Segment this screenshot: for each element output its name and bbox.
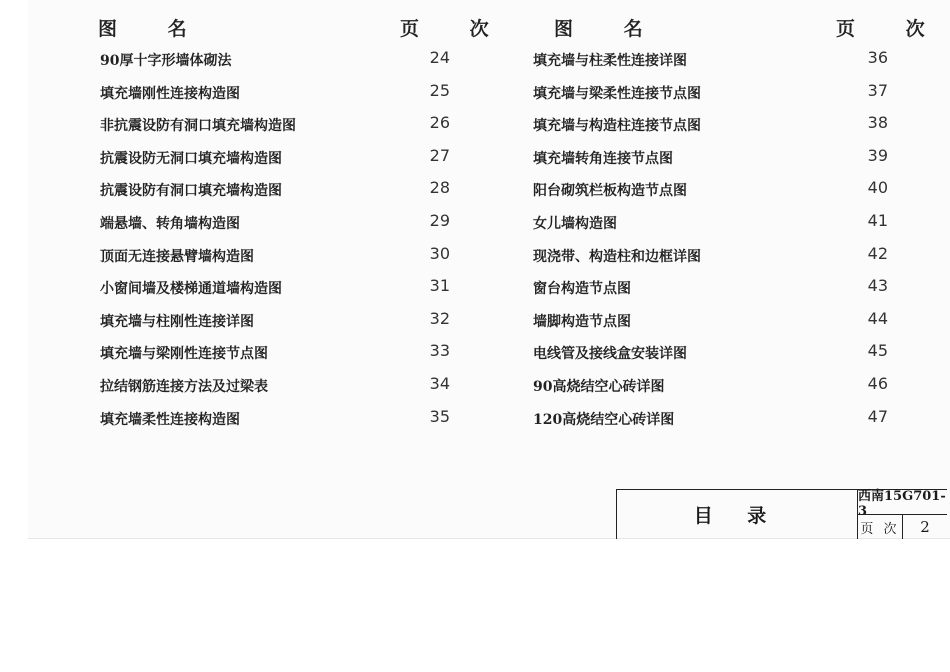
toc-entry[interactable]	[533, 308, 913, 341]
toc-entry-title: 填充墙与构造柱连接节点图	[533, 118, 701, 135]
toc-entry-page: 34	[429, 373, 450, 393]
page-number: 2	[920, 518, 930, 536]
toc-entry-page: 44	[867, 308, 888, 328]
toc-entry-page: 35	[429, 406, 450, 426]
toc-entry-title: 填充墙转角连接节点图	[533, 150, 673, 167]
toc-entry-page: 24	[429, 48, 450, 67]
right-toc-column	[533, 47, 913, 438]
toc-entry-page: 40	[867, 178, 888, 198]
toc-entry-title: 抗震设防无洞口填充墙构造图	[100, 150, 282, 167]
toc-entry[interactable]	[533, 340, 913, 373]
toc-entry[interactable]	[100, 275, 460, 308]
toc-entry-title: 填充墙柔性连接构造图	[100, 411, 240, 428]
toc-entry-page: 28	[429, 178, 450, 198]
toc-entry-page: 45	[867, 341, 888, 361]
toc-entry-page: 36	[867, 48, 888, 67]
toc-entry-page: 33	[429, 341, 450, 361]
drawing-sheet	[28, 0, 950, 539]
toc-entry[interactable]	[533, 373, 913, 406]
toc-entry-page: 27	[429, 145, 450, 165]
toc-entry[interactable]	[100, 340, 460, 373]
left-name-header: 图 名	[98, 18, 209, 40]
toc-entry-page: 42	[867, 243, 888, 263]
toc-entry-title: 90高烧结空心砖详图	[533, 378, 665, 395]
toc-entry-page: 30	[429, 243, 450, 263]
toc-entry[interactable]	[533, 210, 913, 243]
toc-entry[interactable]	[100, 80, 460, 113]
toc-entry-title: 阳台砌筑栏板构造节点图	[533, 183, 687, 200]
toc-entry[interactable]	[100, 308, 460, 341]
toc-entry[interactable]	[533, 275, 913, 308]
toc-entry[interactable]	[533, 145, 913, 178]
toc-entry[interactable]	[533, 80, 913, 113]
toc-entry-title: 120高烧结空心砖详图	[533, 411, 675, 428]
left-toc-column	[100, 47, 460, 438]
toc-entry-title: 小窗间墙及楼梯通道墙构造图	[100, 281, 282, 298]
toc-entry[interactable]	[100, 243, 460, 276]
toc-entry-title: 填充墙与梁柔性连接节点图	[533, 85, 701, 102]
toc-entry[interactable]	[100, 47, 460, 80]
toc-entry-title: 拉结钢筋连接方法及过梁表	[100, 378, 268, 395]
toc-entry-title: 填充墙与柱刚性连接详图	[100, 313, 254, 330]
toc-entry-page: 37	[867, 80, 888, 100]
left-page-header: 页 次	[400, 18, 511, 40]
toc-entry[interactable]	[533, 112, 913, 145]
title-block-title: 目 录	[617, 490, 858, 539]
toc-entry-title: 墙脚构造节点图	[533, 313, 631, 330]
toc-entry-page: 32	[429, 308, 450, 328]
toc-entry[interactable]	[100, 373, 460, 406]
right-page-header: 页 次	[836, 18, 947, 40]
toc-entry-page: 29	[429, 210, 450, 230]
toc-entry[interactable]	[100, 406, 460, 439]
toc-entry[interactable]	[533, 47, 913, 80]
toc-entry-title: 顶面无连接悬臂墙构造图	[100, 248, 254, 265]
toc-entry[interactable]	[533, 243, 913, 276]
toc-entry-title: 非抗震设防有洞口填充墙构造图	[100, 118, 296, 135]
toc-entry[interactable]	[100, 145, 460, 178]
toc-entry[interactable]	[100, 112, 460, 145]
toc-entry[interactable]	[100, 177, 460, 210]
toc-entry-title: 填充墙与柱柔性连接详图	[533, 53, 687, 69]
toc-entry-title: 电线管及接线盒安装详图	[533, 346, 687, 363]
title-block	[616, 489, 947, 539]
toc-entry-title: 端悬墙、转角墙构造图	[100, 215, 240, 232]
toc-entry-title: 窗台构造节点图	[533, 281, 631, 298]
toc-entry-page: 46	[867, 373, 888, 393]
toc-entry-title: 现浇带、构造柱和边框详图	[533, 248, 701, 265]
toc-entry-page: 25	[429, 80, 450, 100]
toc-entry-title: 女儿墙构造图	[533, 215, 617, 232]
toc-entry-title: 抗震设防有洞口填充墙构造图	[100, 183, 282, 200]
toc-entry[interactable]	[533, 406, 913, 439]
toc-entry-page: 47	[867, 406, 888, 426]
toc-entry-page: 26	[429, 113, 450, 133]
page-label: 页 次	[858, 515, 903, 539]
toc-entry-page: 43	[867, 276, 888, 296]
toc-entry-title: 90厚十字形墙体砌法	[100, 53, 232, 69]
toc-entry-title: 填充墙与梁刚性连接节点图	[100, 346, 268, 363]
toc-entry[interactable]	[100, 210, 460, 243]
toc-entry[interactable]	[533, 177, 913, 210]
drawing-code: 西南15G701-3	[858, 489, 946, 519]
toc-entry-page: 39	[867, 145, 888, 165]
toc-entry-page: 31	[429, 276, 450, 296]
toc-entry-title: 填充墙刚性连接构造图	[100, 85, 240, 102]
right-name-header: 图 名	[554, 18, 665, 40]
toc-entry-page: 38	[867, 113, 888, 133]
toc-entry-page: 41	[867, 210, 888, 230]
